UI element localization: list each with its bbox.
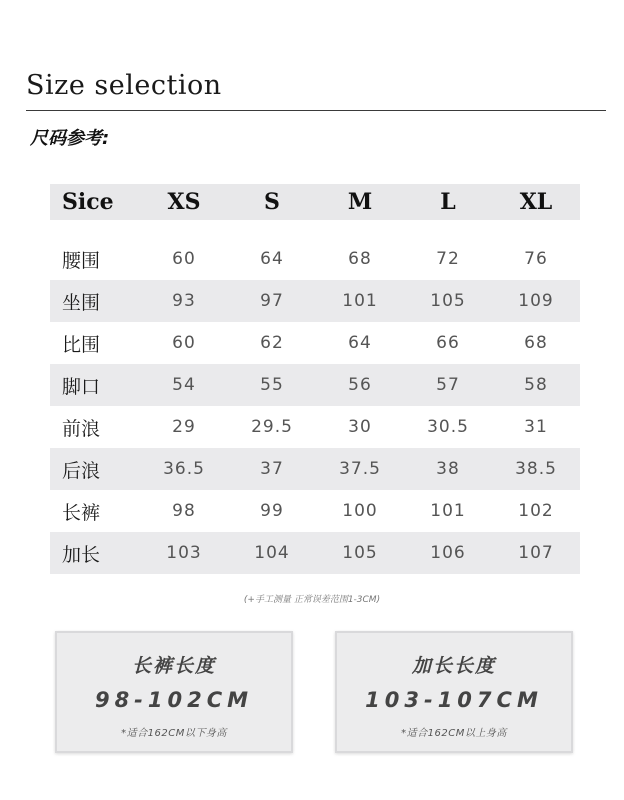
table-cell: 109	[518, 291, 554, 311]
row-label: 比围	[62, 333, 101, 356]
table-cell: 56	[348, 375, 372, 395]
table-row-regular-length	[50, 490, 580, 532]
table-cell: 38.5	[515, 459, 557, 479]
table-cell: 66	[436, 333, 460, 353]
row-label: 脚口	[62, 375, 101, 398]
table-cell: 93	[172, 291, 196, 311]
size-table	[50, 184, 580, 574]
table-cell: 105	[342, 543, 378, 563]
table-cell: 62	[260, 333, 284, 353]
table-cell: 60	[172, 249, 196, 269]
table-cell: 105	[430, 291, 466, 311]
size-table-header	[50, 184, 580, 220]
table-cell: 37	[260, 459, 284, 479]
card-note: *适合162CM以下身高	[121, 728, 227, 739]
row-label: 长裤	[62, 501, 101, 524]
table-cell: 60	[172, 333, 196, 353]
card-note: *适合162CM以上身高	[401, 728, 507, 739]
table-cell: 97	[260, 291, 284, 311]
table-row-back-rise	[50, 448, 580, 490]
table-cell: 101	[430, 501, 466, 521]
table-cell: 37.5	[339, 459, 381, 479]
table-cell: 29.5	[251, 417, 293, 437]
table-cell: 101	[342, 291, 378, 311]
table-cell: 31	[524, 417, 548, 437]
table-cell: 57	[436, 375, 460, 395]
card-range: 98-102CM	[94, 688, 254, 712]
card-title: 长裤长度	[131, 655, 216, 677]
table-cell: 76	[524, 249, 548, 269]
table-row-hip	[50, 280, 580, 322]
row-label: 加长	[62, 543, 101, 566]
header-size-l: L	[440, 189, 456, 215]
table-cell: 36.5	[163, 459, 205, 479]
table-cell: 107	[518, 543, 554, 563]
header-label: Sice	[62, 189, 114, 215]
table-cell: 106	[430, 543, 466, 563]
table-cell: 99	[260, 501, 284, 521]
measurement-note: (+手工测量 正常误差范围1-3CM)	[243, 595, 381, 605]
table-row-front-rise	[50, 406, 580, 448]
size-reference-heading: 尺码参考:	[30, 128, 110, 149]
row-label: 腰围	[62, 249, 101, 272]
table-cell: 64	[260, 249, 284, 269]
table-cell: 64	[348, 333, 372, 353]
table-cell: 104	[254, 543, 290, 563]
table-cell: 29	[172, 417, 196, 437]
regular-length-card	[55, 631, 293, 753]
title-divider	[26, 110, 606, 111]
card-title: 加长长度	[411, 655, 496, 677]
header-size-xs: XS	[167, 189, 201, 215]
long-length-card	[335, 631, 573, 753]
table-cell: 68	[348, 249, 372, 269]
table-cell: 30	[348, 417, 372, 437]
table-cell: 100	[342, 501, 378, 521]
table-cell: 30.5	[427, 417, 469, 437]
row-label: 坐围	[62, 291, 101, 314]
header-size-m: M	[347, 189, 373, 215]
table-cell: 38	[436, 459, 460, 479]
header-size-xl: XL	[519, 189, 553, 215]
table-cell: 98	[172, 501, 196, 521]
card-range: 103-107CM	[365, 688, 543, 712]
table-cell: 103	[166, 543, 202, 563]
header-size-s: S	[264, 189, 280, 215]
table-row-waist	[50, 238, 580, 280]
table-cell: 55	[260, 375, 284, 395]
table-row-thigh	[50, 322, 580, 364]
table-row-long-length	[50, 532, 580, 574]
table-cell: 72	[436, 249, 460, 269]
table-cell: 58	[524, 375, 548, 395]
page-title: Size selection	[26, 70, 222, 101]
table-row-hem	[50, 364, 580, 406]
row-label: 前浪	[62, 417, 101, 440]
table-cell: 54	[172, 375, 196, 395]
table-cell: 102	[518, 501, 554, 521]
table-cell: 68	[524, 333, 548, 353]
row-label: 后浪	[62, 459, 101, 482]
